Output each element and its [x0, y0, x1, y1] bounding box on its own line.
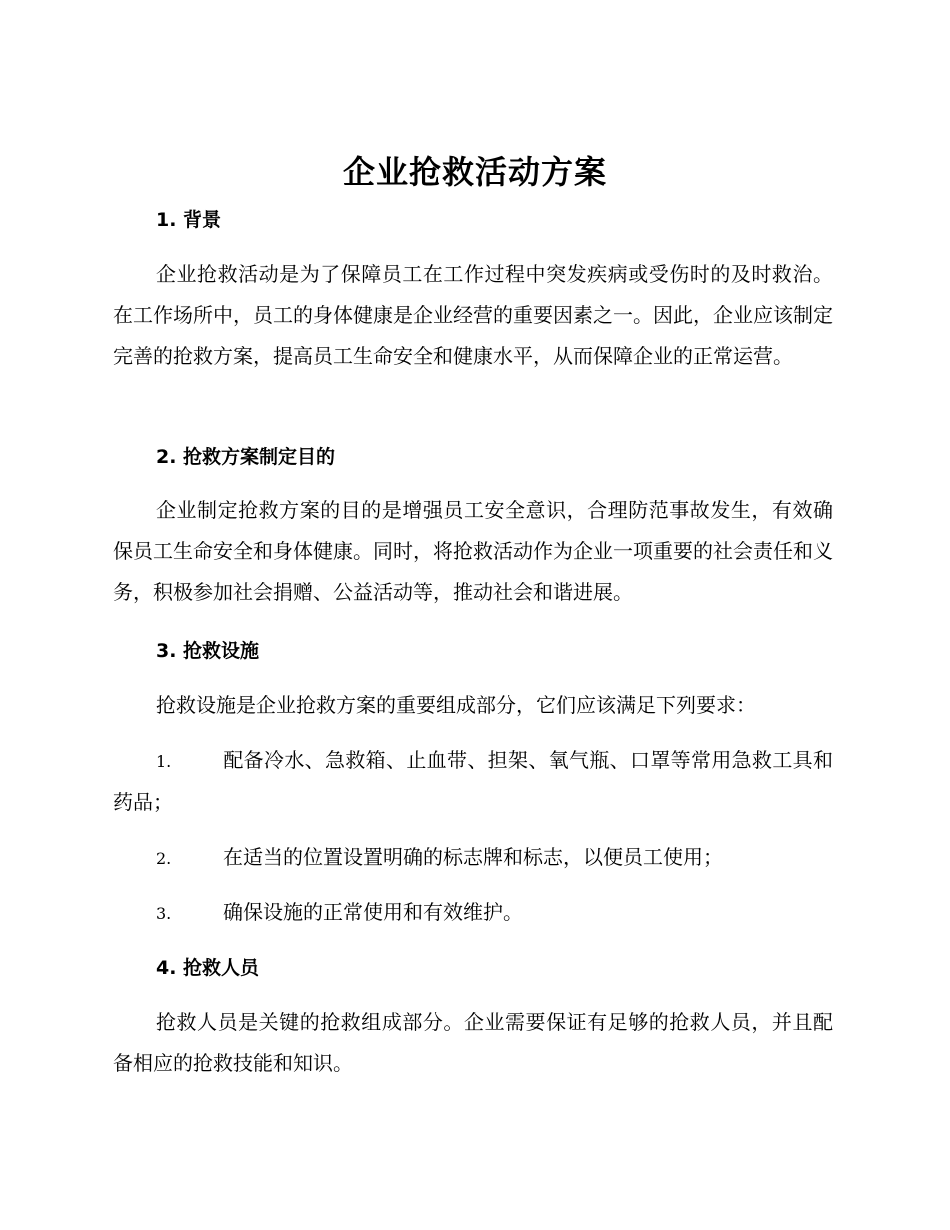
section-paragraph-purpose: 企业制定抢救方案的目的是增强员工安全意识，合理防范事故发生，有效确保员工生命安全和身体健康。同时，将抢救活动作为企业一项重要的社会责任和义务，积极参加社会捐赠、公益活动等，推动社会和谐进展。 [113, 498, 833, 604]
list-item-text: 确保设施的正常使用和有效维护。 [223, 900, 523, 924]
section-heading-facilities: 3. 抢救设施 [156, 640, 260, 662]
list-item [113, 837, 833, 879]
list-item-number: 3. [156, 904, 172, 923]
list-item [113, 740, 833, 823]
section-heading-personnel: 4. 抢救人员 [156, 957, 260, 979]
section-heading-background: 1. 背景 [156, 209, 222, 231]
list-item-text: 在适当的位置设置明确的标志牌和标志，以便员工使用； [223, 845, 723, 869]
list-item-number: 1. [156, 752, 172, 771]
list-item-text: 配备冷水、急救箱、止血带、担架、氧气瓶、口罩等常用急救工具和药品； [113, 748, 833, 814]
list-item [113, 892, 833, 934]
section-paragraph-background: 企业抢救活动是为了保障员工在工作过程中突发疾病或受伤时的及时救治。在工作场所中，员工的身体健康是企业经营的重要因素之一。因此，企业应该制定完善的抢救方案，提高员工生命安全和健康水平，从而保障企业的正常运营。 [113, 262, 833, 368]
document-title: 企业抢救活动方案 [342, 153, 607, 191]
section-paragraph-facilities: 抢救设施是企业抢救方案的重要组成部分，它们应该满足下列要求： [156, 693, 756, 717]
list-item-number: 2. [156, 849, 172, 868]
section-heading-purpose: 2. 抢救方案制定目的 [156, 446, 336, 468]
section-paragraph-personnel: 抢救人员是关键的抢救组成部分。企业需要保证有足够的抢救人员，并且配备相应的抢救技能和知识。 [113, 1010, 833, 1075]
